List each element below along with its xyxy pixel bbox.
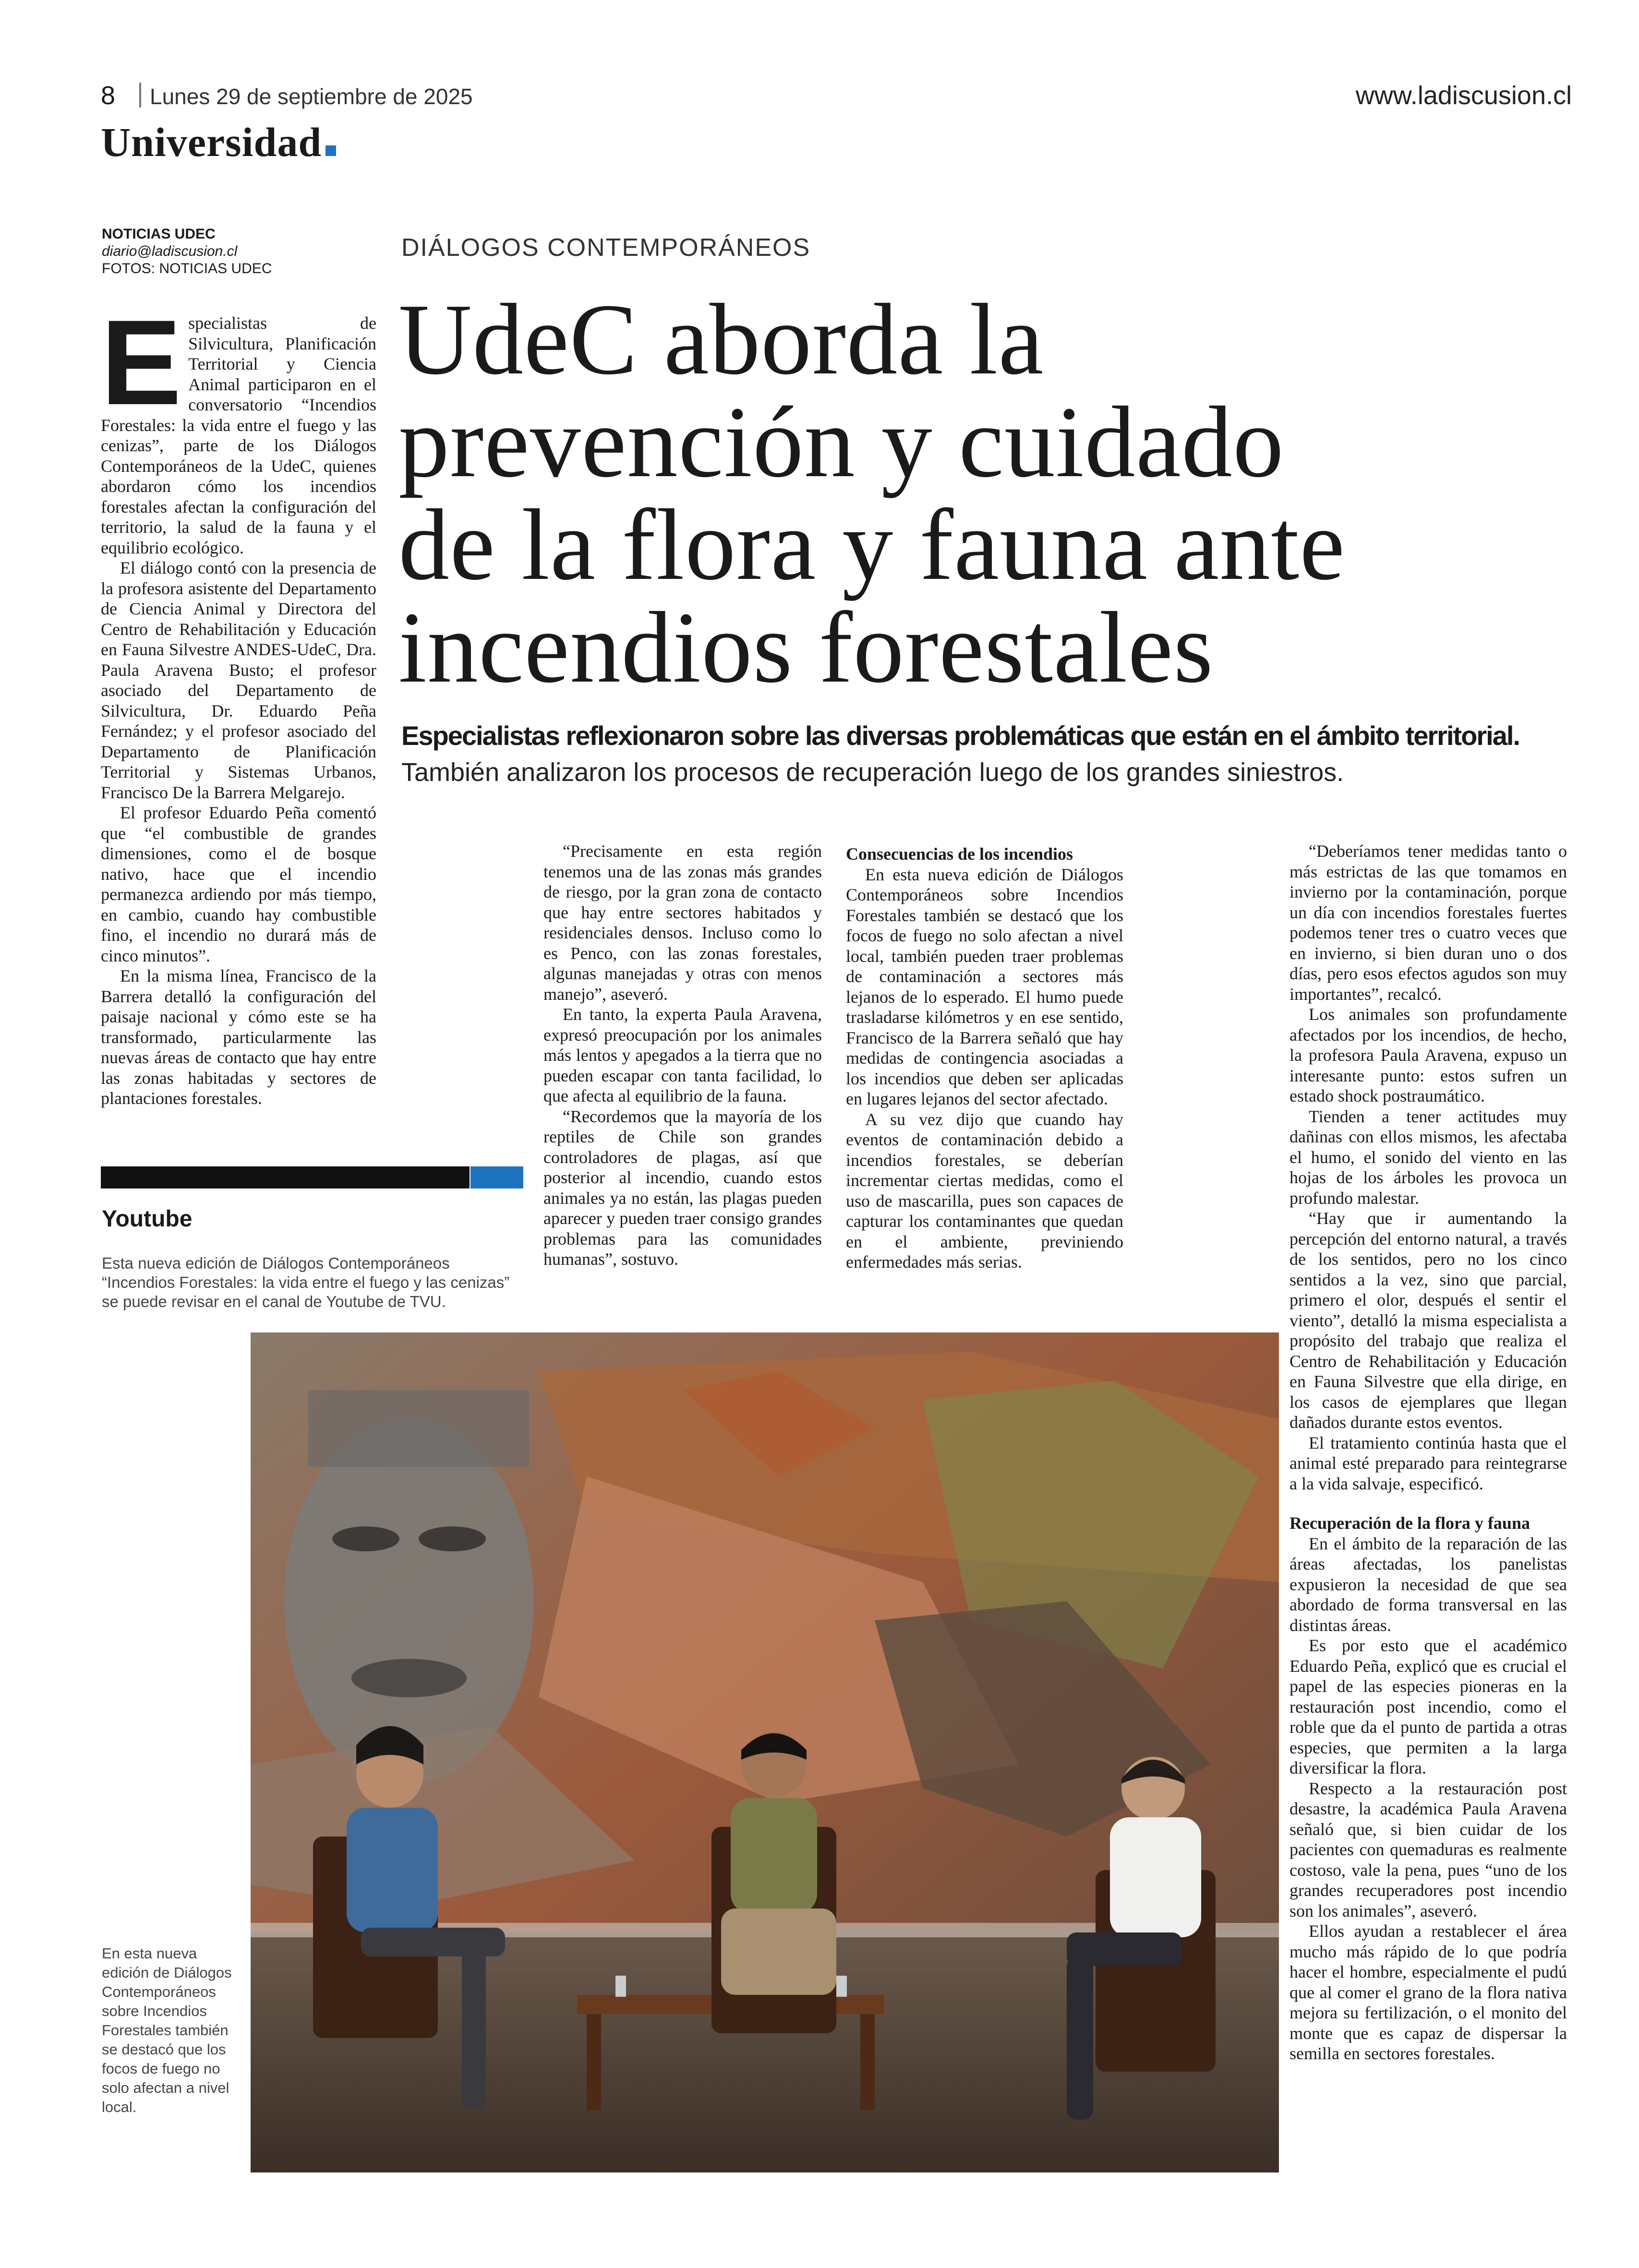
paragraph: “Precisamente en esta región tenemos una de las zonas más grandes de riesgo, por la gran zona de contacto que hay entre sectores habitados y residenciales densos. Incluso como lo es Penco, con las zonas forestales, algunas manejadas y otras con menos manejo”, aseveró. [543,841,822,1004]
site-url-link[interactable]: www.ladiscusion.cl [1355,81,1572,110]
paragraph: Tienden a tener actitudes muy dañinas con ellos mismos, les afectaba el humo, el sonido del viento en las hojas de los árboles les provoca un profundo malestar. [1290,1106,1567,1208]
headline-line: de la flora y fauna ante [398,488,1346,601]
paragraph: Respecto a la restauración post desastre, la académica Paula Aravena señaló que, si bien cuidar de los pacientes con quemaduras es realmente costoso, vale la pena, pues “uno de los grandes recuperadores post incendio son los animales”, aseveró. [1290,1778,1567,1920]
drop-cap: E [101,295,182,430]
publication-date: Lunes 29 de septiembre de 2025 [150,84,473,109]
page-number: 8 [101,81,116,110]
paragraph: “Recordemos que la mayoría de los reptiles de Chile son grandes controladores de plagas, así que posterior al incendio, cuando estos animales ya no están, las plagas pueden aparecer y pueden traer consigo grandes problemas para las comunidades humanas”, sostuvo. [543,1106,822,1269]
paragraph: “Deberíamos tener medidas tanto o más estrictas de las que tomamos en invierno por la contaminación, porque un día con incendios forestales fuertes podemos tener tres o cuatro veces que en invierno, si bien duran uno o dos días, pero esos efectos agudos son muy importantes”, recalcó. [1290,841,1567,1004]
article-headline [398,283,1503,704]
photo-caption: En esta nueva edición de Diálogos Contemporáneos sobre Incendios Forestales también se destacó que los focos de fuego no solo afectan a nivel local. [102,1945,232,2115]
article-column-4 [1290,841,1567,2064]
paragraph: El tratamiento continúa hasta que el animal esté preparado para reintegrarse a la vida salvaje, especificó. [1290,1433,1567,1493]
section-dot [325,145,336,156]
subheading: Consecuencias de los incendios [846,844,1073,864]
article-column-3 [846,841,1123,1272]
article-column-1 [101,295,376,1109]
subheading: Recuperación de la flora y fauna [1290,1513,1530,1533]
section-title [101,118,336,166]
paragraph: En tanto, la experta Paula Aravena, expresó preocupación por los animales más lentos y apegados a la tierra que no pueden escapar con tanta facilidad, lo que afecta al equilibrio de la fauna. [543,1005,822,1105]
article-subhead: Especialistas reflexionaron sobre las diversas problemáticas que están en el ámbito territorial. [401,720,1519,751]
byline-author: NOTICIAS UDEC [102,226,216,242]
paragraph: Ellos ayudan a restablecer el área mucho más rápido de lo que podría hacer el hombre, especialmente el pudú que al comer el grano de la flora nativa mejora su fertilización, o el monito del monte que es capaz de dispersar la semilla en sectores forestales. [1290,1921,1567,2063]
paragraph: Es por esto que el académico Eduardo Peña, explicó que es crucial el papel de las especies pioneras en la restauración post incendio, como el roble que da el punto de partida a otras especies, que permiten a la larga diversificar la flora. [1290,1636,1567,1777]
paragraph: specialistas de Silvicultura, Planificación Territorial y Ciencia Animal participaron en el conversatorio “Incendios Forestales: la vida entre el fuego y las cenizas”, parte de los Diálogos Contemporáneos de la UdeC, quienes abordaron cómo los incendios forestales afectan la configuración del territorio, la salud de la fauna y el equilibrio ecológico. [101,313,376,557]
paragraph: El profesor Eduardo Peña comentó que “el combustible de grandes dimensiones, como el de bosque nativo, hace que el incendio permanezca ardiendo por más tiempo, en cambio, cuando hay combustible fino, el incendio no durará más de cinco minutos”. [101,803,376,965]
section-name: Universidad [101,119,322,165]
youtube-box-title: Youtube [102,1206,193,1232]
article-subhead-secondary: También analizaron los procesos de recuperación luego de los grandes siniestros. [401,758,1344,787]
paragraph: “Hay que ir aumentando la percepción del entorno natural, a través de los sentidos, pero no los cinco sentidos a la vez, sino que parcial, primero el olor, después el sentir el viento”, detalló la misma especialista a propósito del trabajo que realiza el Centro de Rehabilitación y Educación en Fauna Silvestre que ella dirige, en los casos de ejemplares que llegan dañados durante estos eventos. [1290,1209,1567,1432]
article-column-2 [543,841,822,1270]
paragraph: En esta nueva edición de Diálogos Contemporáneos sobre Incendios Forestales también se destacó que los focos de fuego no solo afectan a nivel local, también pueden traer problemas de contaminación a sectores más lejanos de lo esperado. El humo puede trasladarse kilómetros y en ese sentido, Francisco de la Barrera señaló que hay medidas de contingencia asociadas a los incendios que deben ser aplicadas en lugares lejanos del sector afectado. [846,864,1123,1108]
paragraph: El diálogo contó con la presencia de la profesora asistente del Departamento de Ciencia Animal y Directora del Centro de Rehabilitación y Educación en Fauna Silvestre ANDES-UdeC, Dra. Paula Aravena Busto; el profesor asociado del Departamento de Silvicultura, Dr. Eduardo Peña Fernández; y el profesor asociado del Departamento de Planificación Territorial y Sistemas Urbanos, Francisco De la Barrera Melgarejo. [101,558,376,802]
paragraph: A su vez dijo que cuando hay eventos de contaminación debido a incendios forestales, se deberían incrementar ciertas medidas, como el uso de mascarilla, pues son capaces de capturar los contaminantes que quedan en el ambiente, previniendo enfermedades más serias. [846,1109,1123,1272]
youtube-box-text: Esta nueva edición de Diálogos Contemporáneos “Incendios Forestales: la vida entre el fuego y las cenizas” se puede revisar en el canal de Youtube de TVU. [102,1254,510,1310]
headline-line: UdeC aborda la [398,283,1044,396]
header-separator [139,83,141,108]
byline [102,226,272,277]
headline-line: prevención y cuidado [398,385,1284,498]
article-photo [251,1332,1279,2172]
paragraph: En la misma línea, Francisco de la Barrera detalló la configuración del paisaje nacional y cómo este se ha transformado, particularmente las nuevas áreas de contacto que hay entre las zonas habitadas y sectores de plantaciones forestales. [101,966,376,1108]
paragraph: Los animales son profundamente afectados por los incendios, de hecho, la profesora Paula Aravena, expuso un interesante punto: estos sufren un estado shock postraumático. [1290,1005,1567,1105]
paragraph: En el ámbito de la reparación de las áreas afectadas, los panelistas expusieron la necesidad de que sea abordado de forma transversal en las distintas áreas. [1290,1534,1567,1635]
youtube-box-bar [101,1166,470,1188]
byline-photos: FOTOS: NOTICIAS UDEC [102,261,272,276]
youtube-box-accent [470,1166,523,1188]
article-kicker: DIÁLOGOS CONTEMPORÁNEOS [401,234,811,262]
headline-line: incendios forestales [398,591,1214,704]
byline-email: diario@ladiscusion.cl [102,243,238,259]
